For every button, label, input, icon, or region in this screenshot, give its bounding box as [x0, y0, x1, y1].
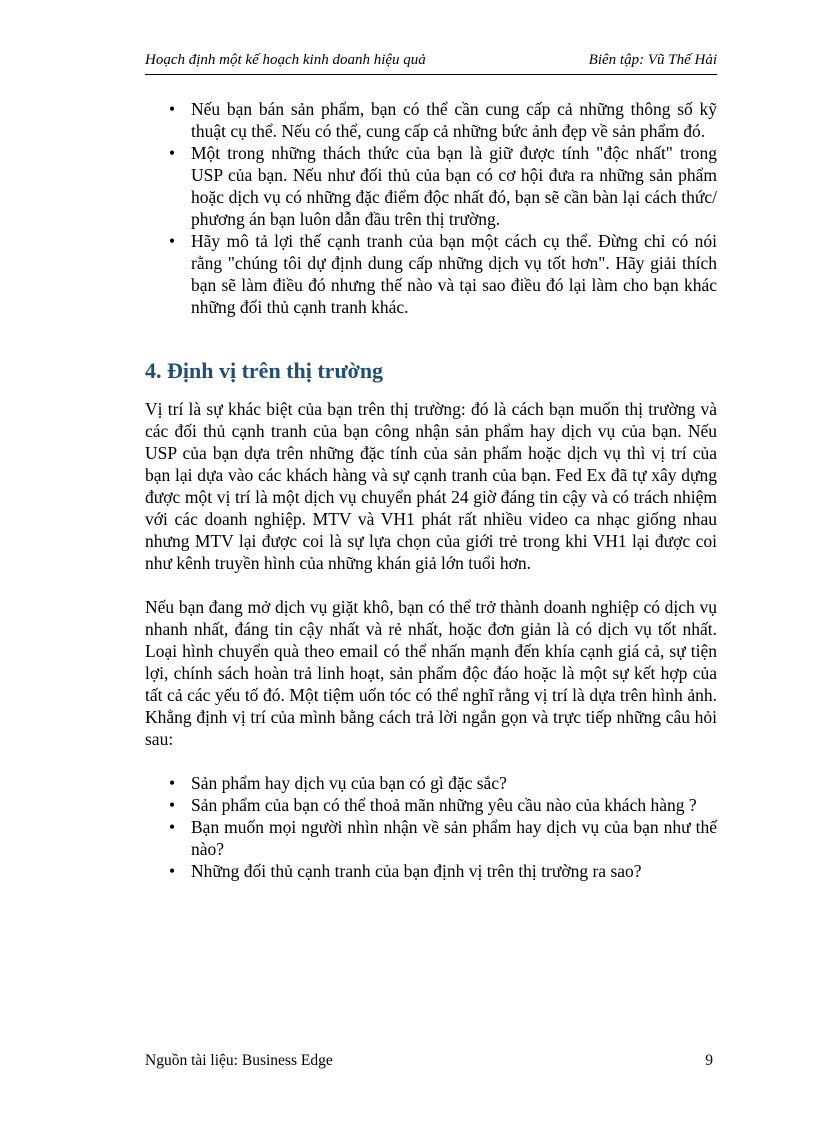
- footer-source: Nguồn tài liệu: Business Edge: [145, 1052, 333, 1069]
- list-item: • Nếu bạn bán sản phẩm, bạn có thể cần cung cấp cả những thông số kỹ thuật cụ thể. Nếu có thể, cung cấp cả những bức ảnh đẹp về sản phẩm đó.: [145, 98, 717, 142]
- paragraph: Vị trí là sự khác biệt của bạn trên thị trường: đó là cách bạn muốn thị trường và các đối thủ cạnh tranh của bạn công nhận sản phẩm hay dịch vụ của bạn. Nếu USP của bạn dựa trên những đặc tính của sản phẩm hoặc dịch vụ thì vị trí của bạn lại dựa vào các khách hàng và sự cạnh tranh của bạn. Fed Ex đã tự xây dựng được một vị trí là một dịch vụ chuyển phát 24 giờ đáng tin cậy và có trách nhiệm với các doanh nghiệp. MTV và VH1 phát rất nhiều video ca nhạc giống nhau nhưng MTV lại được coi là sự lựa chọn của giới trẻ trong khi VH1 lại được coi như kênh truyền hình của những khán giả lớn tuổi hơn.: [145, 399, 717, 573]
- header-editor: Biên tập: Vũ Thế Hải: [588, 52, 717, 68]
- top-bullet-list: [145, 98, 717, 318]
- page-content: [145, 98, 717, 882]
- list-item: • Bạn muốn mọi người nhìn nhận về sản phẩm hay dịch vụ của bạn như thế nào?: [145, 816, 717, 860]
- list-item: • Sản phẩm hay dịch vụ của bạn có gì đặc sắc?: [145, 772, 717, 794]
- header-title: Hoạch định một kế hoạch kinh doanh hiệu quả: [145, 52, 426, 68]
- list-item: • Một trong những thách thức của bạn là giữ được tính "độc nhất" trong USP của bạn. Nếu như đối thủ của bạn có cơ hội đưa ra những sản phẩm hoặc dịch vụ có những đặc điểm độc nhất đó, bạn sẽ cần bàn lại cách thức/ phương án bạn luôn dẫn đầu trên thị trường.: [145, 142, 717, 230]
- list-item: • Sản phẩm của bạn có thể thoả mãn những yêu cầu nào của khách hàng ?: [145, 794, 717, 816]
- page-footer: [145, 1052, 713, 1070]
- section-heading: 4. Định vị trên thị trường: [145, 358, 384, 383]
- paragraph: Nếu bạn đang mở dịch vụ giặt khô, bạn có thể trở thành doanh nghiệp có dịch vụ nhanh nhất, đáng tin cậy nhất và rẻ nhất, hoặc đơn giản là có dịch vụ tốt nhất. Loại hình chuyển quà theo email có thể nhấn mạnh đến khía cạnh giá cả, sự tiện lợi, chính sách hoàn trả linh hoạt, sản phẩm độc đáo hoặc là một sự kết hợp của tất cả các yếu tố đó. Một tiệm uốn tóc có thể nghĩ rằng vị trí là dựa trên hình ảnh. Khẳng định vị trí của mình bằng cách trả lời ngắn gọn và trực tiếp những câu hỏi sau:: [145, 597, 717, 749]
- list-item: • Những đối thủ cạnh tranh của bạn định vị trên thị trường ra sao?: [145, 860, 717, 882]
- list-item: • Hãy mô tả lợi thế cạnh tranh của bạn một cách cụ thể. Đừng chỉ có nói rằng "chúng tôi dự định dung cấp những dịch vụ tốt hơn". Hãy giải thích bạn sẽ làm điều đó nhưng thế nào và tại sao điều đó lại làm cho bạn khác những đối thủ cạnh tranh khác.: [145, 230, 717, 318]
- page-number: 9: [705, 1052, 713, 1069]
- page-header: [145, 50, 717, 75]
- bottom-bullet-list: [145, 772, 717, 882]
